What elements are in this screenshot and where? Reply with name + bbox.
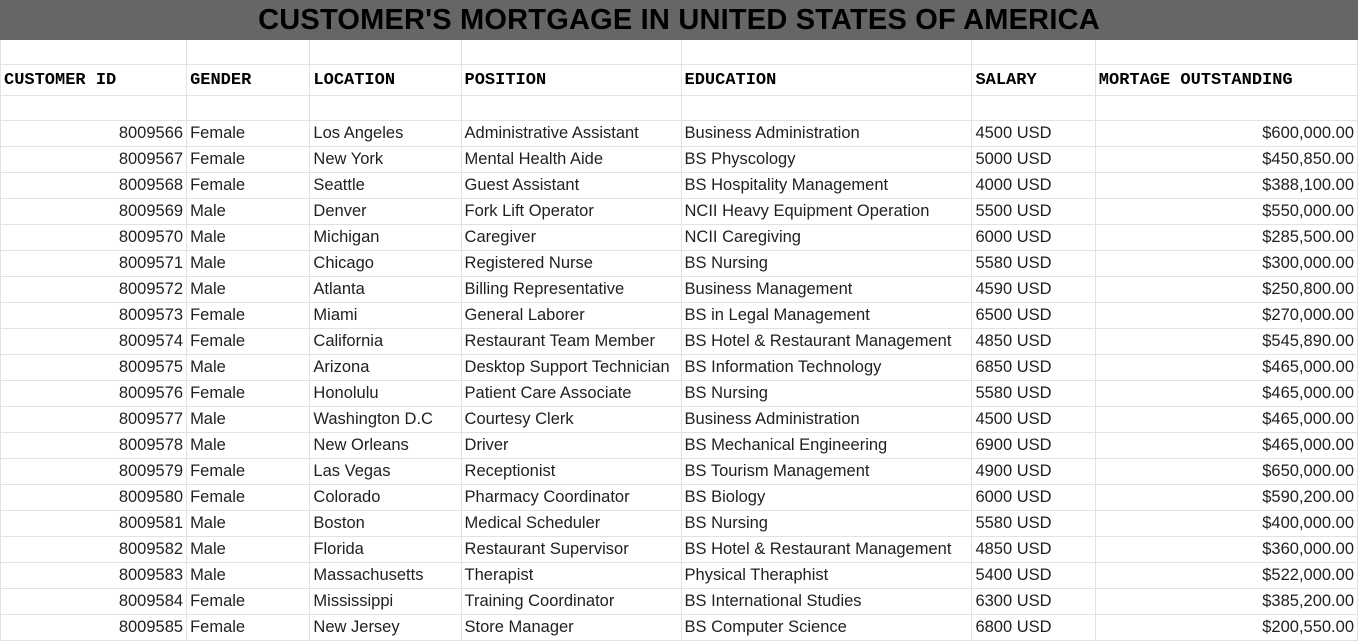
salary-cell[interactable]: 4500 USD: [972, 407, 1095, 433]
header-salary[interactable]: SALARY: [972, 65, 1095, 96]
empty-cell[interactable]: [461, 40, 681, 65]
gender-cell[interactable]: Female: [187, 381, 310, 407]
location-cell[interactable]: Chicago: [310, 251, 461, 277]
location-cell[interactable]: Colorado: [310, 485, 461, 511]
position-cell[interactable]: Mental Health Aide: [461, 147, 681, 173]
gender-cell[interactable]: Female: [187, 485, 310, 511]
empty-cell[interactable]: [310, 40, 461, 65]
blank-row: [1, 96, 1358, 121]
gender-cell[interactable]: Male: [187, 537, 310, 563]
salary-cell[interactable]: 4850 USD: [972, 537, 1095, 563]
education-cell[interactable]: NCII Heavy Equipment Operation: [681, 199, 972, 225]
gender-cell[interactable]: Male: [187, 251, 310, 277]
education-cell[interactable]: BS Physcology: [681, 147, 972, 173]
customer-id-cell[interactable]: 8009585: [1, 615, 187, 641]
location-cell[interactable]: Denver: [310, 199, 461, 225]
salary-cell[interactable]: 5500 USD: [972, 199, 1095, 225]
mortgage-cell[interactable]: $450,850.00: [1095, 147, 1357, 173]
position-cell[interactable]: Fork Lift Operator: [461, 199, 681, 225]
customer-id-cell[interactable]: 8009566: [1, 121, 187, 147]
position-cell[interactable]: Therapist: [461, 563, 681, 589]
customer-id-cell[interactable]: 8009574: [1, 329, 187, 355]
gender-cell[interactable]: Female: [187, 589, 310, 615]
mortgage-cell[interactable]: $385,200.00: [1095, 589, 1357, 615]
header-mortgage[interactable]: MORTAGE OUTSTANDING: [1095, 65, 1357, 96]
education-cell[interactable]: BS in Legal Management: [681, 303, 972, 329]
customer-id-cell[interactable]: 8009575: [1, 355, 187, 381]
location-cell[interactable]: Atlanta: [310, 277, 461, 303]
mortgage-cell[interactable]: $285,500.00: [1095, 225, 1357, 251]
salary-cell[interactable]: 6900 USD: [972, 433, 1095, 459]
spreadsheet-grid: [0, 40, 1358, 641]
customer-id-cell[interactable]: 8009582: [1, 537, 187, 563]
table-row: [1, 303, 1358, 329]
mortgage-cell[interactable]: $550,000.00: [1095, 199, 1357, 225]
table-row: [1, 511, 1358, 537]
table-row: [1, 433, 1358, 459]
position-cell[interactable]: Driver: [461, 433, 681, 459]
mortgage-cell[interactable]: $200,550.00: [1095, 615, 1357, 641]
salary-cell[interactable]: 4500 USD: [972, 121, 1095, 147]
location-cell[interactable]: Honolulu: [310, 381, 461, 407]
gender-cell[interactable]: Male: [187, 407, 310, 433]
header-position[interactable]: POSITION: [461, 65, 681, 96]
location-cell[interactable]: Seattle: [310, 173, 461, 199]
gender-cell[interactable]: Female: [187, 459, 310, 485]
education-cell[interactable]: BS Biology: [681, 485, 972, 511]
education-cell[interactable]: BS Information Technology: [681, 355, 972, 381]
table-row: [1, 199, 1358, 225]
mortgage-cell[interactable]: $270,000.00: [1095, 303, 1357, 329]
position-cell[interactable]: General Laborer: [461, 303, 681, 329]
education-cell[interactable]: BS Hotel & Restaurant Management: [681, 537, 972, 563]
position-cell[interactable]: Patient Care Associate: [461, 381, 681, 407]
location-cell[interactable]: Miami: [310, 303, 461, 329]
header-gender[interactable]: GENDER: [187, 65, 310, 96]
empty-cell[interactable]: [972, 96, 1095, 121]
salary-cell[interactable]: 5580 USD: [972, 381, 1095, 407]
gender-cell[interactable]: Female: [187, 615, 310, 641]
customer-id-cell[interactable]: 8009580: [1, 485, 187, 511]
location-cell[interactable]: Washington D.C: [310, 407, 461, 433]
empty-cell[interactable]: [681, 40, 972, 65]
empty-cell[interactable]: [310, 96, 461, 121]
table-row: [1, 147, 1358, 173]
position-cell[interactable]: Store Manager: [461, 615, 681, 641]
header-row: [1, 65, 1358, 96]
mortgage-cell[interactable]: $360,000.00: [1095, 537, 1357, 563]
gender-cell[interactable]: Male: [187, 433, 310, 459]
mortgage-cell[interactable]: $465,000.00: [1095, 407, 1357, 433]
location-cell[interactable]: California: [310, 329, 461, 355]
salary-cell[interactable]: 6300 USD: [972, 589, 1095, 615]
table-row: [1, 459, 1358, 485]
customer-id-cell[interactable]: 8009576: [1, 381, 187, 407]
position-cell[interactable]: Billing Representative: [461, 277, 681, 303]
customer-id-cell[interactable]: 8009572: [1, 277, 187, 303]
gender-cell[interactable]: Male: [187, 511, 310, 537]
customer-id-cell[interactable]: 8009569: [1, 199, 187, 225]
salary-cell[interactable]: 5400 USD: [972, 563, 1095, 589]
mortgage-cell[interactable]: $522,000.00: [1095, 563, 1357, 589]
education-cell[interactable]: Business Administration: [681, 407, 972, 433]
header-customer-id[interactable]: CUSTOMER ID: [1, 65, 187, 96]
mortgage-cell[interactable]: $590,200.00: [1095, 485, 1357, 511]
mortgage-cell[interactable]: $600,000.00: [1095, 121, 1357, 147]
position-cell[interactable]: Restaurant Team Member: [461, 329, 681, 355]
salary-cell[interactable]: 4000 USD: [972, 173, 1095, 199]
position-cell[interactable]: Restaurant Supervisor: [461, 537, 681, 563]
empty-cell[interactable]: [972, 40, 1095, 65]
salary-cell[interactable]: 6800 USD: [972, 615, 1095, 641]
table-row: [1, 563, 1358, 589]
empty-cell[interactable]: [1, 40, 187, 65]
customer-id-cell[interactable]: 8009584: [1, 589, 187, 615]
education-cell[interactable]: BS Hospitality Management: [681, 173, 972, 199]
location-cell[interactable]: Mississippi: [310, 589, 461, 615]
salary-cell[interactable]: 6000 USD: [972, 485, 1095, 511]
location-cell[interactable]: Boston: [310, 511, 461, 537]
table-row: [1, 485, 1358, 511]
customer-id-cell[interactable]: 8009579: [1, 459, 187, 485]
table-row: [1, 589, 1358, 615]
customer-id-cell[interactable]: 8009577: [1, 407, 187, 433]
empty-cell[interactable]: [1095, 40, 1357, 65]
education-cell[interactable]: BS Nursing: [681, 511, 972, 537]
mortgage-cell[interactable]: $388,100.00: [1095, 173, 1357, 199]
salary-cell[interactable]: 6850 USD: [972, 355, 1095, 381]
position-cell[interactable]: Training Coordinator: [461, 589, 681, 615]
position-cell[interactable]: Administrative Assistant: [461, 121, 681, 147]
education-cell[interactable]: NCII Caregiving: [681, 225, 972, 251]
location-cell[interactable]: Arizona: [310, 355, 461, 381]
empty-cell[interactable]: [187, 96, 310, 121]
table-row: [1, 381, 1358, 407]
empty-cell[interactable]: [1, 96, 187, 121]
mortgage-cell[interactable]: $465,000.00: [1095, 381, 1357, 407]
salary-cell[interactable]: 4900 USD: [972, 459, 1095, 485]
table-row: [1, 277, 1358, 303]
table-row: [1, 329, 1358, 355]
table-row: [1, 355, 1358, 381]
location-cell[interactable]: New York: [310, 147, 461, 173]
empty-cell[interactable]: [1095, 96, 1357, 121]
table-row: [1, 225, 1358, 251]
salary-cell[interactable]: 4850 USD: [972, 329, 1095, 355]
education-cell[interactable]: BS Tourism Management: [681, 459, 972, 485]
location-cell[interactable]: Michigan: [310, 225, 461, 251]
mortgage-cell[interactable]: $465,000.00: [1095, 433, 1357, 459]
position-cell[interactable]: Caregiver: [461, 225, 681, 251]
gender-cell[interactable]: Female: [187, 147, 310, 173]
education-cell[interactable]: BS Computer Science: [681, 615, 972, 641]
table-row: [1, 251, 1358, 277]
table-row: [1, 121, 1358, 147]
salary-cell[interactable]: 5580 USD: [972, 251, 1095, 277]
education-cell[interactable]: BS Nursing: [681, 251, 972, 277]
gender-cell[interactable]: Female: [187, 121, 310, 147]
education-cell[interactable]: BS Nursing: [681, 381, 972, 407]
location-cell[interactable]: Los Angeles: [310, 121, 461, 147]
customer-id-cell[interactable]: 8009583: [1, 563, 187, 589]
location-cell[interactable]: Massachusetts: [310, 563, 461, 589]
table-row: [1, 615, 1358, 641]
mortgage-cell[interactable]: $545,890.00: [1095, 329, 1357, 355]
location-cell[interactable]: Las Vegas: [310, 459, 461, 485]
customer-id-cell[interactable]: 8009578: [1, 433, 187, 459]
education-cell[interactable]: Physical Theraphist: [681, 563, 972, 589]
customer-id-cell[interactable]: 8009567: [1, 147, 187, 173]
gender-cell[interactable]: Female: [187, 173, 310, 199]
salary-cell[interactable]: 4590 USD: [972, 277, 1095, 303]
gender-cell[interactable]: Male: [187, 563, 310, 589]
empty-cell[interactable]: [187, 40, 310, 65]
customer-id-cell[interactable]: 8009568: [1, 173, 187, 199]
education-cell[interactable]: Business Management: [681, 277, 972, 303]
gender-cell[interactable]: Female: [187, 329, 310, 355]
empty-cell[interactable]: [681, 96, 972, 121]
mortgage-cell[interactable]: $650,000.00: [1095, 459, 1357, 485]
position-cell[interactable]: Courtesy Clerk: [461, 407, 681, 433]
table-row: [1, 407, 1358, 433]
location-cell[interactable]: New Jersey: [310, 615, 461, 641]
position-cell[interactable]: Receptionist: [461, 459, 681, 485]
empty-cell[interactable]: [461, 96, 681, 121]
customer-id-cell[interactable]: 8009581: [1, 511, 187, 537]
customer-id-cell[interactable]: 8009570: [1, 225, 187, 251]
position-cell[interactable]: Desktop Support Technician: [461, 355, 681, 381]
salary-cell[interactable]: 5580 USD: [972, 511, 1095, 537]
gender-cell[interactable]: Male: [187, 355, 310, 381]
sheet-title: CUSTOMER'S MORTGAGE IN UNITED STATES OF AMERICA: [258, 3, 1100, 36]
gender-cell[interactable]: Female: [187, 303, 310, 329]
mortgage-cell[interactable]: $400,000.00: [1095, 511, 1357, 537]
gender-cell[interactable]: Male: [187, 199, 310, 225]
table-row: [1, 537, 1358, 563]
header-location[interactable]: LOCATION: [310, 65, 461, 96]
gender-cell[interactable]: Male: [187, 277, 310, 303]
location-cell[interactable]: Florida: [310, 537, 461, 563]
salary-cell[interactable]: 6000 USD: [972, 225, 1095, 251]
salary-cell[interactable]: 5000 USD: [972, 147, 1095, 173]
education-cell[interactable]: BS Hotel & Restaurant Management: [681, 329, 972, 355]
position-cell[interactable]: Guest Assistant: [461, 173, 681, 199]
customer-id-cell[interactable]: 8009573: [1, 303, 187, 329]
blank-row: [1, 40, 1358, 65]
mortgage-cell[interactable]: $300,000.00: [1095, 251, 1357, 277]
table-row: [1, 173, 1358, 199]
education-cell[interactable]: Business Administration: [681, 121, 972, 147]
title-banner: [0, 0, 1358, 40]
header-education[interactable]: EDUCATION: [681, 65, 972, 96]
gender-cell[interactable]: Male: [187, 225, 310, 251]
location-cell[interactable]: New Orleans: [310, 433, 461, 459]
mortgage-cell[interactable]: $250,800.00: [1095, 277, 1357, 303]
salary-cell[interactable]: 6500 USD: [972, 303, 1095, 329]
customer-id-cell[interactable]: 8009571: [1, 251, 187, 277]
position-cell[interactable]: Pharmacy Coordinator: [461, 485, 681, 511]
mortgage-cell[interactable]: $465,000.00: [1095, 355, 1357, 381]
position-cell[interactable]: Registered Nurse: [461, 251, 681, 277]
education-cell[interactable]: BS International Studies: [681, 589, 972, 615]
position-cell[interactable]: Medical Scheduler: [461, 511, 681, 537]
education-cell[interactable]: BS Mechanical Engineering: [681, 433, 972, 459]
